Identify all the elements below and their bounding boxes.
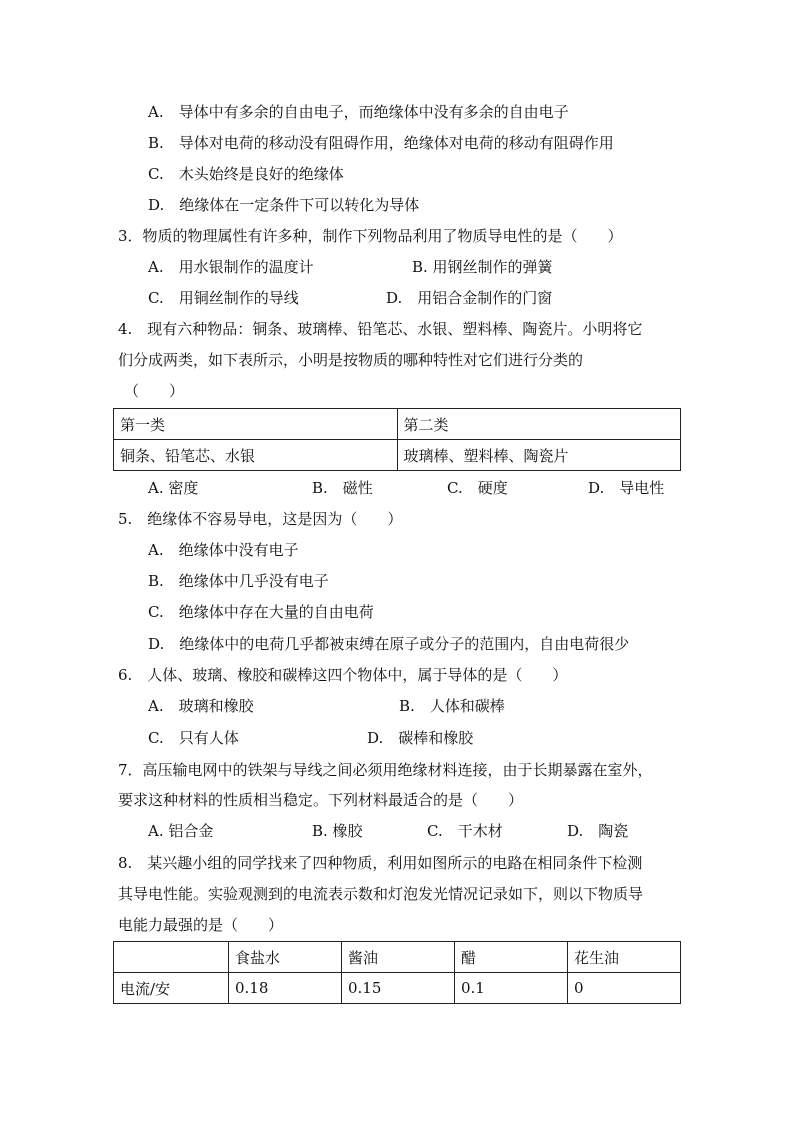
q2-option-a: A. 导体中有多余的自由电子，而绝缘体中没有多余的自由电子 xyxy=(148,103,569,121)
q4-cell-2: 玻璃棒、塑料棒、陶瓷片 xyxy=(397,440,681,471)
q6-option-b: B. 人体和碳棒 xyxy=(399,697,505,715)
q4-option-c: C. 硬度 xyxy=(447,479,508,497)
q4-header-2: 第二类 xyxy=(397,409,681,440)
q8-header-peanut-oil: 花生油 xyxy=(568,942,681,973)
q7-option-c: C. 干木材 xyxy=(427,822,503,840)
q8-header-soy-sauce: 酱油 xyxy=(342,942,455,973)
table-row xyxy=(114,440,681,471)
q8-stem-line-1: 8. 某兴趣小组的同学找来了四种物质，利用如图所示的电路在相同条件下检测 xyxy=(118,854,643,872)
q3-option-b: B. 用钢丝制作的弹簧 xyxy=(412,258,553,276)
q3-option-a: A. 用水银制作的温度计 xyxy=(148,258,314,276)
q8-table xyxy=(113,941,681,1004)
q6-option-c: C. 只有人体 xyxy=(148,729,239,747)
q7-option-a: A. 铝合金 xyxy=(148,822,214,840)
q8-cell-vinegar: 0.1 xyxy=(455,973,568,1004)
q4-cell-1: 铜条、铅笔芯、水银 xyxy=(114,440,398,471)
q7-stem-line-1: 7．高压输电网中的铁架与导线之间必须用绝缘材料连接，由于长期暴露在室外， xyxy=(118,761,653,779)
q7-stem-line-2: 要求这种材料的性质相当稳定。下列材料最适合的是（ ） xyxy=(118,791,524,809)
table-row xyxy=(114,409,681,440)
q5-option-c: C. 绝缘体中存在大量的自由电荷 xyxy=(148,603,374,621)
q4-stem-line-1: 4. 现有六种物品：铜条、玻璃棒、铅笔芯、水银、塑料棒、陶瓷片。小明将它 xyxy=(118,320,643,338)
q6-option-d: D. 碳棒和橡胶 xyxy=(367,729,474,747)
q4-option-a: A. 密度 xyxy=(148,479,199,497)
q4-table xyxy=(113,408,681,471)
q4-stem-line-3: （ ） xyxy=(124,382,185,400)
q8-cell-salt-water: 0.18 xyxy=(229,973,342,1004)
q3-stem: 3．物质的物理属性有许多种，制作下列物品利用了物质导电性的是（ ） xyxy=(118,227,623,245)
q5-option-d: D. 绝缘体中的电荷几乎都被束缚在原子或分子的范围内，自由电荷很少 xyxy=(148,635,630,653)
q4-header-1: 第一类 xyxy=(114,409,398,440)
q8-cell-soy-sauce: 0.15 xyxy=(342,973,455,1004)
q2-option-b: B. 导体对电荷的移动没有阻碍作用，绝缘体对电荷的移动有阻碍作用 xyxy=(148,134,614,152)
q8-stem-line-2: 其导电性能。实验观测到的电流表示数和灯泡发光情况记录如下，则以下物质导 xyxy=(118,885,644,903)
q8-header-salt-water: 食盐水 xyxy=(229,942,342,973)
q7-option-b: B. 橡胶 xyxy=(312,822,363,840)
q8-header-vinegar: 醋 xyxy=(455,942,568,973)
q2-option-c: C. 木头始终是良好的绝缘体 xyxy=(148,165,344,183)
q7-option-d: D. 陶瓷 xyxy=(567,822,629,840)
q5-option-b: B. 绝缘体中几乎没有电子 xyxy=(148,572,329,590)
q4-stem-line-2: 们分成两类，如下表所示，小明是按物质的哪种特性对它们进行分类的 xyxy=(118,351,584,369)
q2-option-d: D. 绝缘体在一定条件下可以转化为导体 xyxy=(148,196,420,214)
q8-row-label: 电流/安 xyxy=(114,973,229,1004)
table-row xyxy=(114,942,681,973)
q5-stem: 5. 绝缘体不容易导电，这是因为（ ） xyxy=(118,510,403,528)
q3-option-c: C. 用铜丝制作的导线 xyxy=(148,289,299,307)
q3-option-d: D. 用铝合金制作的门窗 xyxy=(386,289,553,307)
q6-option-a: A. 玻璃和橡胶 xyxy=(148,697,254,715)
q8-header-blank xyxy=(114,942,229,973)
q8-stem-line-3: 电能力最强的是（ ） xyxy=(118,916,284,934)
q8-cell-peanut-oil: 0 xyxy=(568,973,681,1004)
q4-option-b: B. 磁性 xyxy=(312,479,373,497)
q6-stem: 6. 人体、玻璃、橡胶和碳棒这四个物体中，属于导体的是（ ） xyxy=(118,666,568,684)
table-row xyxy=(114,973,681,1004)
q5-option-a: A. 绝缘体中没有电子 xyxy=(148,541,299,559)
q4-option-d: D. 导电性 xyxy=(588,479,665,497)
